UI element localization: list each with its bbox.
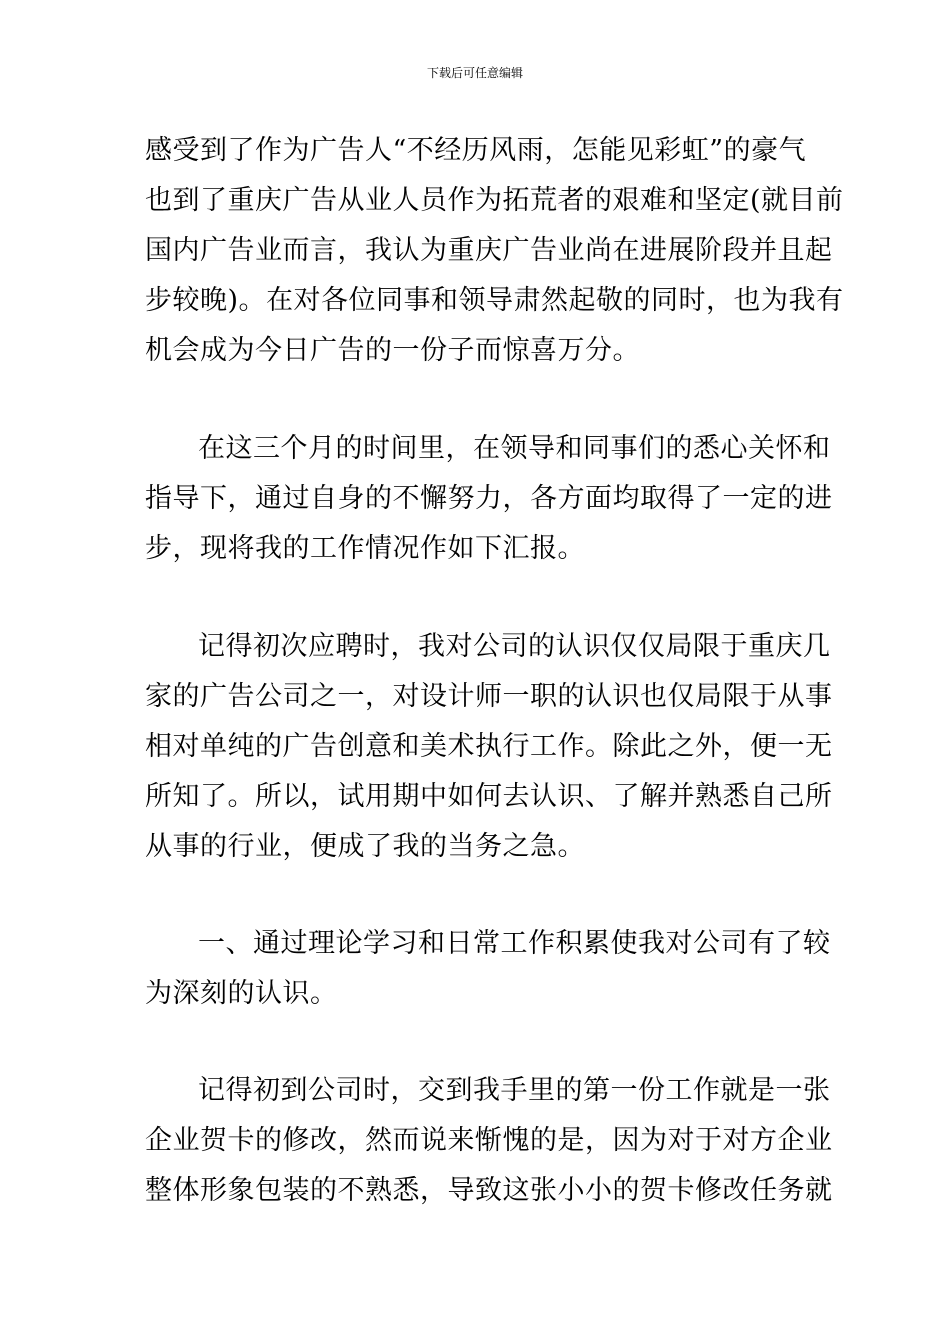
paragraph-line: 所知了。所以，试用期中如何去认识、了解并熟悉自己所 bbox=[145, 781, 833, 812]
paragraph-line: 记得初次应聘时，我对公司的认识仅仅局限于重庆几 bbox=[198, 631, 831, 662]
section-heading-line: 为深刻的认识。 bbox=[145, 978, 338, 1009]
paragraph-line: 记得初到公司时，交到我手里的第一份工作就是一张 bbox=[198, 1075, 831, 1106]
section-heading-line: 一、通过理论学习和日常工作积累使我对公司有了较 bbox=[198, 928, 831, 959]
paragraph-line: 指导下，通过自身的不懈努力，各方面均取得了一定的进 bbox=[145, 483, 833, 514]
page-header: 下载后可任意编辑 bbox=[426, 66, 523, 80]
paragraph-line: 相对单纯的广告创意和美术执行工作。除此之外，便一无 bbox=[145, 731, 833, 762]
paragraph-line: 企业贺卡的修改，然而说来惭愧的是，因为对于对方企业 bbox=[145, 1125, 833, 1156]
paragraph-line: 也到了重庆广告从业人员作为拓荒者的艰难和坚定(就目前 bbox=[145, 185, 844, 216]
paragraph-line: 从事的行业，便成了我的当务之急。 bbox=[145, 831, 585, 862]
paragraph-line: 家的广告公司之一，对设计师一职的认识也仅局限于从事 bbox=[145, 681, 833, 712]
paragraph-line: 整体形象包装的不熟悉，导致这张小小的贺卡修改任务就 bbox=[145, 1175, 833, 1206]
paragraph-line: 在这三个月的时间里，在领导和同事们的悉心关怀和 bbox=[198, 433, 831, 464]
paragraph-line: 步，现将我的工作情况作如下汇报。 bbox=[145, 533, 585, 564]
paragraph-line: 步较晚)。在对各位同事和领导肃然起敬的同时，也为我有 bbox=[145, 285, 844, 316]
paragraph-line: 感受到了作为广告人“不经历风雨，怎能见彩虹”的豪气 bbox=[145, 135, 807, 166]
paragraph-line: 国内广告业而言，我认为重庆广告业尚在进展阶段并且起 bbox=[145, 235, 833, 266]
paragraph-line: 机会成为今日广告的一份子而惊喜万分。 bbox=[145, 335, 640, 366]
